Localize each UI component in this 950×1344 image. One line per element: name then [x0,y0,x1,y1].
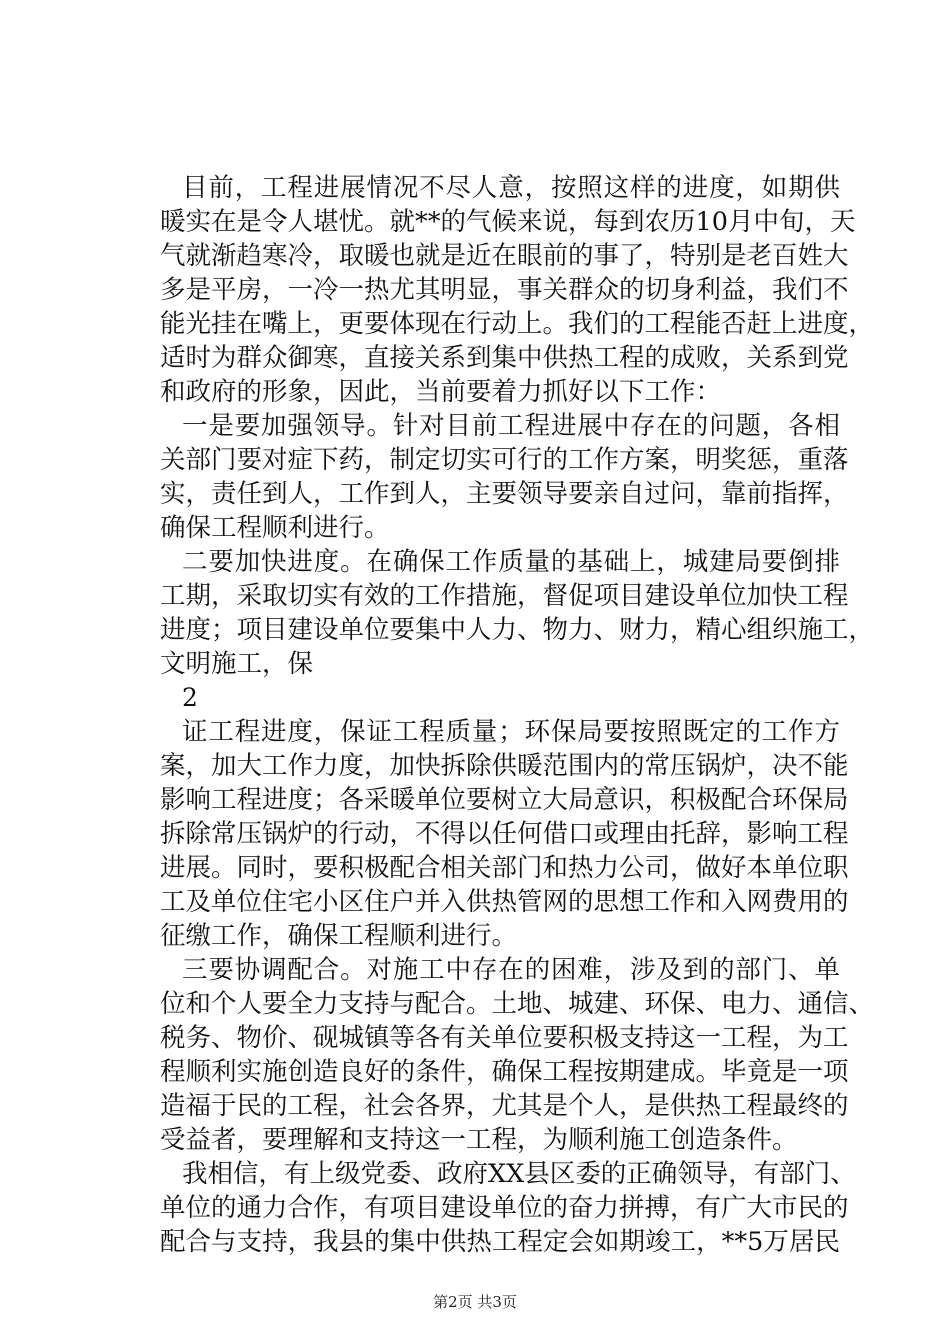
text-line: 目前，工程进展情况不尽人意，按照这样的进度，如期供 [182,173,840,203]
text-line: 关部门要对症下药，制定切实可行的工作方案，明奖惩，重落 [160,445,849,475]
text-line: 适时为群众御寒，直接关系到集中供热工程的成败，关系到党 [160,343,849,373]
text-line: 配合与支持，我县的集中供热工程定会如期竣工，**5万居民 [160,1227,840,1257]
text-line: 二要加快进度。在确保工作质量的基础上，城建局要倒排 [182,547,840,577]
text-line: 确保工程顺利进行。 [160,513,390,543]
inline-page-number: 2 [182,683,198,712]
text-line: 程顺利实施创造良好的条件，确保工程按期建成。毕竟是一项 [160,1057,849,1087]
text-line: 和政府的形象，因此，当前要着力抓好以下工作： [160,377,722,407]
text-line: 文明施工，保 [160,649,314,679]
text-line: 一是要加强领导。针对目前工程进展中存在的问题，各相 [182,411,840,441]
text-line: 税务、物价、砚城镇等各有关单位要积极支持这一工程，为工 [160,1023,849,1053]
text-line: 受益者，要理解和支持这一工程，为顺利施工创造条件。 [160,1125,798,1155]
text-line: 我相信，有上级党委、政府XX县区委的正确领导，有部门、 [182,1159,856,1189]
text-line: 位和个人要全力支持与配合。土地、城建、环保、电力、通信、 [160,989,875,1019]
text-line: 气就渐趋寒冷，取暖也就是近在眼前的事了，特别是老百姓大 [160,241,849,271]
page-footer: 第2页 共3页 [433,1293,517,1311]
text-line: 暖实在是令人堪忧。就**的气候来说，每到农历10月中旬，天 [160,207,856,237]
text-line: 影响工程进度；各采暖单位要树立大局意识，积极配合环保局 [160,785,849,815]
text-line: 征缴工作，确保工程顺利进行。 [160,921,518,951]
text-line: 证工程进度，保证工程质量；环保局要按照既定的工作方 [182,717,840,747]
text-line: 三要协调配合。对施工中存在的困难，涉及到的部门、单 [182,955,840,985]
text-line: 造福于民的工程，社会各界，尤其是个人，是供热工程最终的 [160,1091,849,1121]
text-line: 实，责任到人，工作到人，主要领导要亲自过问，靠前指挥， [160,479,849,509]
text-line: 进展。同时，要积极配合相关部门和热力公司，做好本单位职 [160,853,849,883]
text-line: 工期，采取切实有效的工作措施，督促项目建设单位加快工程 [160,581,849,611]
text-line: 拆除常压锅炉的行动，不得以任何借口或理由托辞，影响工程 [160,819,849,849]
text-line: 能光挂在嘴上，更要体现在行动上。我们的工程能否赶上进度， [160,309,875,339]
text-line: 进度；项目建设单位要集中人力、物力、财力，精心组织施工， [160,615,875,645]
text-line: 单位的通力合作，有项目建设单位的奋力拼搏，有广大市民的 [160,1193,849,1223]
text-line: 案，加大工作力度，加快拆除供暖范围内的常压锅炉，决不能 [160,751,849,781]
text-line: 多是平房，一冷一热尤其明显，事关群众的切身利益，我们不 [160,275,849,305]
text-line: 工及单位住宅小区住户并入供热管网的思想工作和入网费用的 [160,887,849,917]
